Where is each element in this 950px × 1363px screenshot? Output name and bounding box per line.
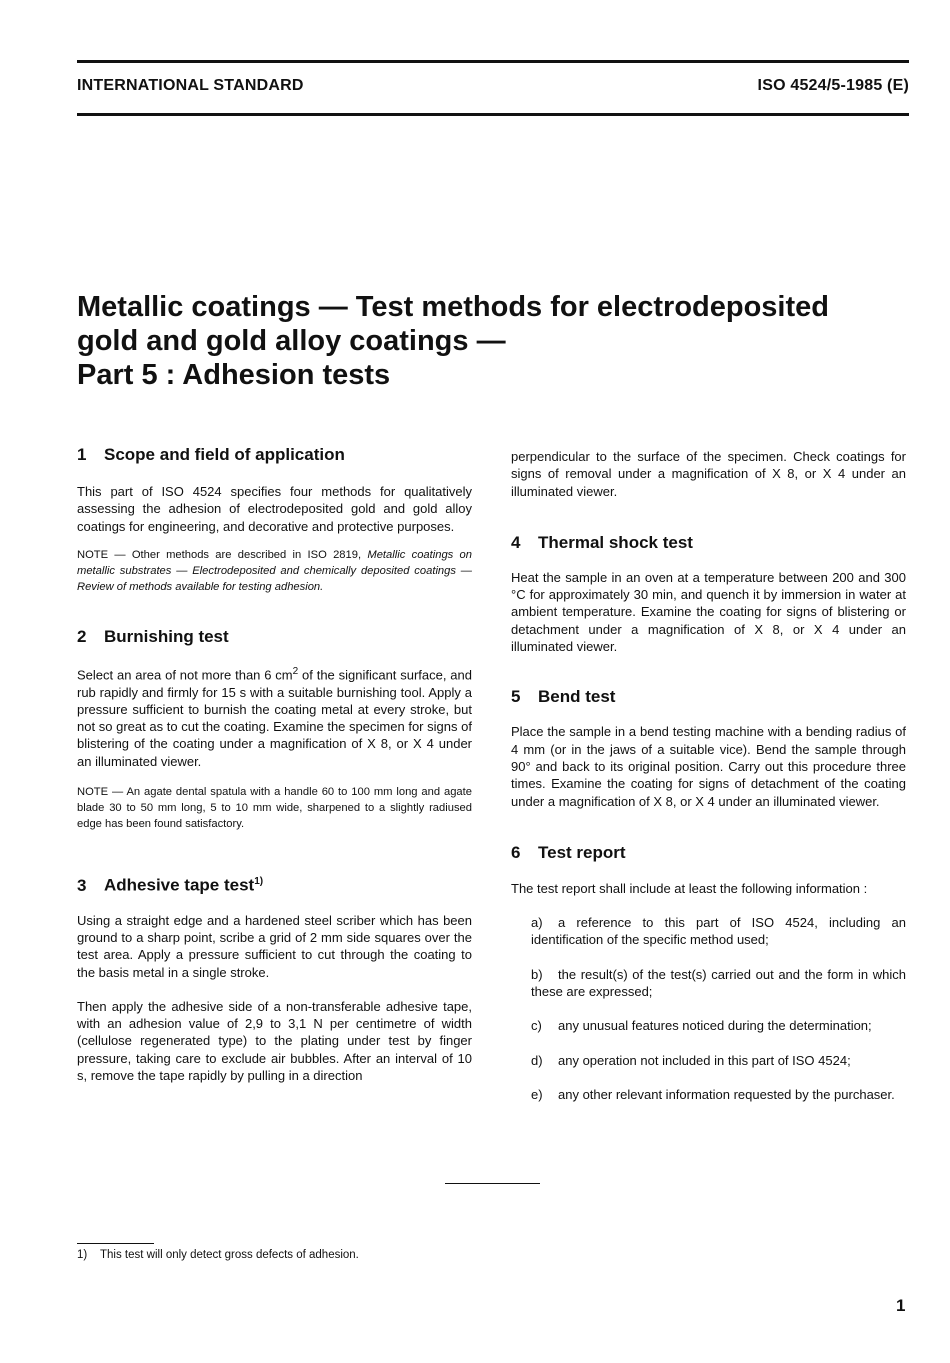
list-item-a-text: a reference to this part of ISO 4524, including an identification of the specific method used; bbox=[531, 915, 906, 948]
section-1-number: 1 bbox=[77, 445, 87, 464]
end-of-text-rule bbox=[445, 1183, 540, 1184]
page-number: 1 bbox=[896, 1296, 906, 1315]
section-1-paragraph: This part of ISO 4524 specifies four methods for qualitatively assessing the adhesion of electrodeposited gold and gold alloy coatings for engineering, and decorative and protective purposes. bbox=[77, 484, 472, 534]
title-line-1: Metallic coatings — Test methods for electrodeposited bbox=[77, 291, 829, 323]
section-4-paragraph: Heat the sample in an oven at a temperature between 200 and 300 °C for approximately 30 min, and quench it by immersion in water at ambient temperature. Examine the coating for signs of blistering or detachment under a magnification of X 8, or X 4 under an illuminated viewer. bbox=[511, 569, 906, 655]
title-line-2: gold and gold alloy coatings — bbox=[77, 325, 506, 357]
header-top-rule bbox=[77, 60, 909, 63]
section-6-number: 6 bbox=[511, 842, 521, 862]
section-1-heading bbox=[77, 445, 472, 465]
list-item-b-text: the result(s) of the test(s) carried out and the form in which these are expressed; bbox=[531, 966, 906, 1000]
section-2-note: NOTE — An agate dental spatula with a handle 60 to 100 mm long and agate blade 30 to 50 mm long, 5 to 10 mm wide, sharpened to a slightly radiused edge has been found satisfactory. bbox=[77, 786, 472, 830]
footnote-label: 1) bbox=[77, 1249, 88, 1261]
section-6-title: Test report bbox=[538, 842, 626, 862]
section-4-heading bbox=[511, 533, 906, 553]
section-2-paragraph bbox=[77, 663, 472, 770]
header-bottom-rule bbox=[77, 113, 909, 116]
section-5-number: 5 bbox=[511, 687, 521, 707]
header-standard-type: INTERNATIONAL STANDARD bbox=[77, 77, 304, 94]
section-3-paragraph-2-continued: perpendicular to the surface of the specimen. Check coatings for signs of removal under a magnification of X 8, or X 4 under an illuminated viewer. bbox=[511, 449, 906, 499]
section-4-title: Thermal shock test bbox=[538, 532, 693, 552]
list-item-a bbox=[511, 914, 906, 949]
list-item-b-label: b) bbox=[531, 966, 543, 982]
header-standard-number: ISO 4524/5-1985 (E) bbox=[757, 77, 909, 94]
section-3-paragraph-2: Then apply the adhesive side of a non-transferable adhesive tape, with an adhesion value of 2,9 to 3,1 N per centimetre of width (cellulose regenerated type) to the plating under test by finger pressure, taking care to exclude air bubbles. After an interval of 10 s, remove the tape rapidly by pulling in a direction bbox=[77, 998, 472, 1084]
list-item-e-text: any other relevant information requested by the purchaser. bbox=[558, 1086, 895, 1102]
footnote-text: This test will only detect gross defects of adhesion. bbox=[100, 1249, 359, 1261]
list-item-d bbox=[511, 1052, 906, 1069]
section-6-heading bbox=[511, 843, 906, 863]
list-item-c bbox=[511, 1017, 906, 1034]
title-line-3: Part 5 : Adhesion tests bbox=[77, 359, 391, 391]
section-2-number: 2 bbox=[77, 626, 87, 646]
list-item-e-label: e) bbox=[531, 1086, 543, 1102]
list-item-c-text: any unusual features noticed during the determination; bbox=[558, 1018, 872, 1034]
section-2-paragraph-part-a: Select an area of not more than 6 cm bbox=[77, 667, 293, 683]
section-1-note-text: NOTE — Other methods are described in ISO 2819, bbox=[77, 548, 362, 561]
section-3-title: Adhesive tape test bbox=[104, 875, 255, 895]
section-2-superscript: 2 bbox=[292, 665, 299, 677]
section-2-paragraph-part-b: of the significant surface, and rub rapidly and firmly for 15 s with a suitable burnishing tool. Apply a pressure sufficient to burnish the coating metal at every stroke, but not so great as to cut the coating. Examine the specimen for signs of blistering of the coating under a magnification of X 8, or X 4 under an illuminated viewer. bbox=[77, 667, 472, 769]
right-column bbox=[511, 448, 906, 1103]
footnote-rule bbox=[77, 1243, 154, 1244]
section-3-footnote-ref: 1) bbox=[254, 876, 264, 887]
list-item-e bbox=[511, 1086, 906, 1103]
list-item-d-text: any operation not included in this part of ISO 4524; bbox=[558, 1052, 851, 1068]
list-item-a-label: a) bbox=[531, 915, 543, 931]
section-1-note bbox=[77, 547, 472, 595]
list-item-d-label: d) bbox=[531, 1052, 543, 1068]
list-item-c-label: c) bbox=[531, 1018, 542, 1034]
section-6-intro: The test report shall include at least the following information : bbox=[511, 880, 868, 896]
section-5-heading bbox=[511, 687, 906, 707]
section-3-heading bbox=[77, 872, 472, 896]
section-5-paragraph: Place the sample in a bend testing machine with a bending radius of 4 mm (or in the jaws of a suitable vice). Bend the sample through 90° and back to its original position. Carry out this procedure three times. Examine the coating for signs of detachment of the coating under a magnification of X 8, or X 4 under an illuminated viewer. bbox=[511, 724, 906, 809]
section-5-title: Bend test bbox=[538, 687, 616, 707]
document-title bbox=[77, 290, 917, 392]
section-1-note-italic: Metallic coatings on metallic substrates — Electrodeposited and chemically deposited coatings — Review of methods available for testing adhesion. bbox=[77, 548, 472, 593]
section-2-heading bbox=[77, 627, 472, 647]
section-2-title: Burnishing test bbox=[104, 626, 229, 646]
list-item-b bbox=[511, 966, 906, 1001]
section-3-number: 3 bbox=[77, 875, 87, 895]
footnote bbox=[77, 1249, 359, 1261]
left-column bbox=[77, 445, 472, 1084]
section-1-title: Scope and field of application bbox=[104, 445, 345, 464]
section-3-paragraph-1: Using a straight edge and a hardened steel scriber which has been ground to a sharp point, scribe a grid of 2 mm side squares over the test area. Apply a pressure sufficient to cut through the coating to the basis metal in a single stroke. bbox=[77, 912, 472, 980]
section-4-number: 4 bbox=[511, 532, 521, 552]
